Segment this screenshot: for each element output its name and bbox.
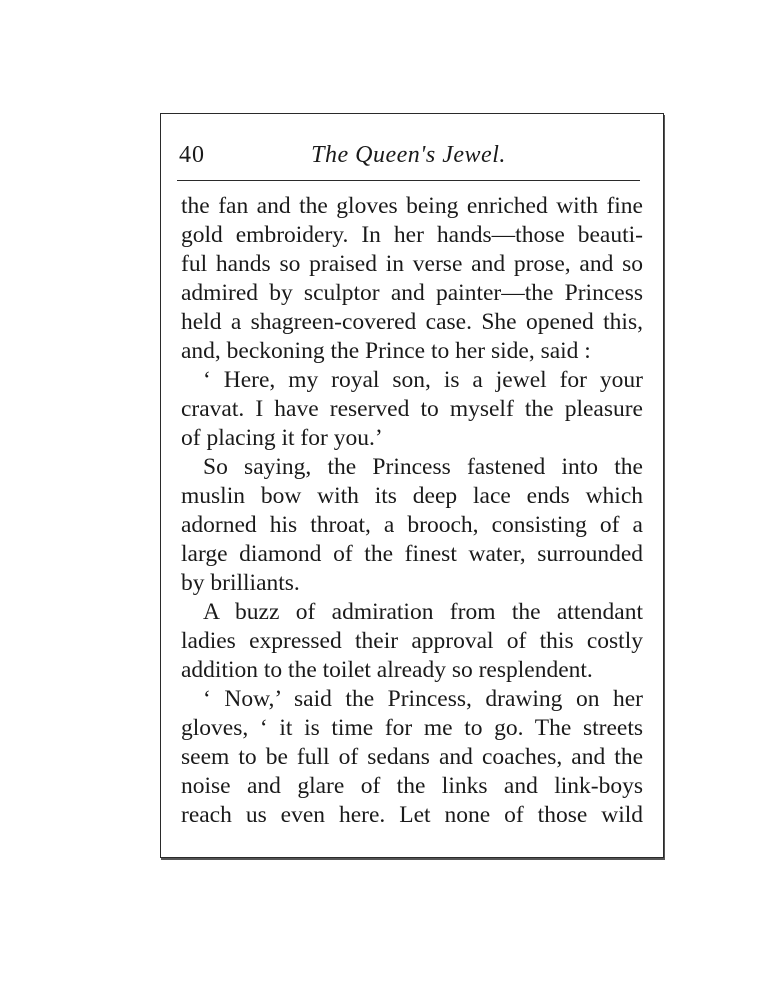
text-line: and, beckoning the Prince to her side, said : — [181, 338, 591, 364]
text-line: admired by sculptor and painter—the Princess — [181, 280, 643, 306]
text-line: gold embroidery. In her hands—those beauti- — [181, 222, 643, 248]
header-rule — [177, 180, 640, 181]
text-line: of placing it for you.’ — [181, 425, 383, 451]
text-line: noise and glare of the links and link-boys — [181, 773, 643, 799]
text-line: held a shagreen-covered case. She opened this, — [181, 309, 643, 335]
text-line: ladies expressed their approval of this costly — [181, 628, 643, 654]
running-title: The Queen's Jewel. — [311, 142, 506, 168]
text-line: muslin bow with its deep lace ends which — [181, 483, 643, 509]
text-line: ‘ Here, my royal son, is a jewel for your — [203, 367, 643, 393]
text-line: the fan and the gloves being enriched with fine — [181, 193, 643, 219]
text-line: by brilliants. — [181, 570, 300, 596]
text-line: gloves, ‘ it is time for me to go. The streets — [181, 715, 643, 741]
body-text — [181, 192, 643, 830]
text-line: cravat. I have reserved to myself the pleasure — [181, 396, 643, 422]
page-header — [177, 138, 640, 174]
text-line: addition to the toilet already so resplendent. — [181, 657, 593, 683]
text-line: ful hands so praised in verse and prose, and so — [181, 251, 643, 277]
text-line: A buzz of admiration from the attendant — [203, 599, 643, 625]
text-line: ‘ Now,’ said the Princess, drawing on her — [203, 686, 643, 712]
text-line: seem to be full of sedans and coaches, and the — [181, 744, 643, 770]
text-line: So saying, the Princess fastened into the — [203, 454, 643, 480]
text-line: reach us even here. Let none of those wild — [181, 802, 643, 828]
text-line: large diamond of the finest water, surrounded — [181, 541, 643, 567]
text-line: adorned his throat, a brooch, consisting of a — [181, 512, 643, 538]
page-number: 40 — [179, 142, 205, 168]
